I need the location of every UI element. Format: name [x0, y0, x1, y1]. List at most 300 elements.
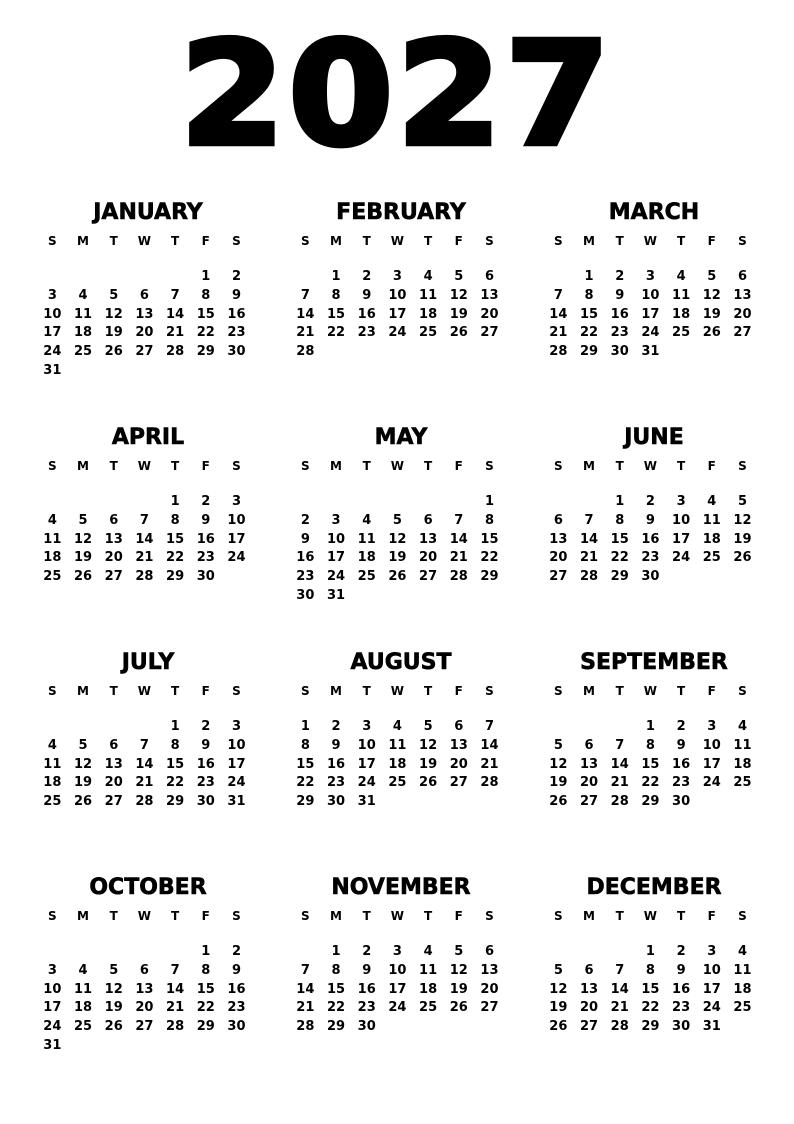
- day-cell: 3: [392, 944, 402, 959]
- day-cell: 27: [579, 794, 599, 810]
- weekday-label: M: [583, 909, 595, 923]
- day-cell: 5: [109, 962, 119, 978]
- day-cell: 23: [357, 325, 376, 341]
- day-cell: 12: [702, 287, 721, 303]
- day-cell: 3: [676, 494, 686, 509]
- day-cell: 14: [480, 737, 499, 753]
- day-cell: 18: [43, 775, 62, 791]
- day-grid: [543, 718, 761, 812]
- day-cell: 11: [73, 306, 93, 322]
- empty-day-cell: [129, 718, 160, 737]
- day-cell: 26: [388, 569, 407, 585]
- day-cell: 23: [326, 775, 346, 791]
- weekday-label: W: [390, 459, 405, 473]
- day-cell: 12: [449, 287, 468, 303]
- day-cell: 20: [135, 1000, 154, 1016]
- day-cell: 23: [296, 569, 315, 585]
- day-cell: 12: [549, 756, 568, 772]
- day-cell: 31: [43, 1037, 62, 1053]
- weekday-header: [290, 457, 508, 475]
- day-cell: 15: [480, 531, 499, 547]
- day-cell: 9: [615, 287, 625, 303]
- day-cell: 9: [231, 962, 241, 978]
- day-cell: 21: [610, 1000, 629, 1016]
- empty-day-cell: [543, 268, 574, 287]
- day-cell: 24: [702, 1000, 721, 1016]
- day-cell: 14: [610, 756, 629, 772]
- weekday-label: M: [77, 909, 89, 923]
- day-cell: 20: [733, 306, 752, 322]
- day-cell: 10: [43, 306, 62, 322]
- day-cell: 19: [733, 531, 752, 547]
- day-cell: 11: [73, 981, 93, 997]
- weekday-header: [290, 682, 508, 700]
- day-cell: 14: [166, 306, 185, 322]
- day-cell: 15: [641, 756, 660, 772]
- day-cell: 20: [104, 775, 123, 791]
- empty-day-cell: [543, 718, 574, 737]
- weekday-label: S: [48, 234, 57, 248]
- day-cell: 20: [449, 756, 468, 772]
- day-cell: 22: [480, 550, 499, 566]
- weekday-label: S: [232, 909, 241, 923]
- day-cell: 20: [579, 775, 599, 791]
- day-cell: 26: [549, 1019, 568, 1035]
- day-cell: 15: [579, 306, 599, 322]
- day-cell: 10: [227, 512, 246, 528]
- day-cell: 29: [296, 794, 315, 810]
- day-grid: [37, 268, 255, 381]
- day-cell: 7: [170, 287, 180, 303]
- day-cell: 14: [296, 306, 315, 322]
- empty-day-cell: [68, 268, 99, 287]
- day-cell: 10: [702, 737, 721, 753]
- weekday-label: T: [677, 234, 686, 248]
- day-cell: 13: [579, 981, 599, 997]
- day-cell: 29: [610, 569, 629, 585]
- day-cell: 9: [362, 962, 372, 978]
- month-name: NOVEMBER: [331, 875, 471, 900]
- day-cell: 28: [449, 569, 468, 585]
- day-cell: 9: [645, 512, 655, 528]
- weekday-label: S: [554, 234, 563, 248]
- day-cell: 9: [362, 287, 372, 303]
- day-cell: 22: [610, 550, 629, 566]
- day-cell: 20: [419, 550, 438, 566]
- day-cell: 3: [362, 719, 372, 734]
- empty-day-cell: [160, 268, 191, 287]
- day-cell: 1: [201, 944, 211, 959]
- weekday-label: F: [201, 459, 210, 473]
- day-cell: 6: [737, 269, 747, 284]
- day-cell: 27: [733, 325, 752, 341]
- day-cell: 5: [109, 287, 119, 303]
- day-cell: 25: [733, 1000, 752, 1016]
- day-cell: 29: [166, 569, 185, 585]
- day-cell: 27: [449, 775, 468, 791]
- day-cell: 23: [610, 325, 629, 341]
- day-cell: 11: [388, 737, 407, 753]
- day-cell: 22: [326, 325, 346, 341]
- empty-day-cell: [98, 718, 129, 737]
- month-name: SEPTEMBER: [580, 650, 728, 675]
- day-cell: 15: [196, 306, 215, 322]
- day-grid: [290, 718, 508, 812]
- month-march: [543, 196, 761, 421]
- day-cell: 16: [672, 756, 691, 772]
- empty-day-cell: [574, 943, 605, 962]
- day-cell: 21: [135, 775, 154, 791]
- weekday-label: F: [454, 459, 463, 473]
- day-cell: 9: [231, 287, 241, 303]
- month-name: JANUARY: [93, 200, 203, 225]
- day-cell: 9: [331, 737, 341, 753]
- weekday-label: S: [301, 684, 310, 698]
- day-cell: 29: [196, 344, 215, 360]
- empty-day-cell: [290, 493, 321, 512]
- weekday-label: S: [554, 459, 563, 473]
- month-january: [37, 196, 255, 421]
- weekday-label: T: [615, 459, 624, 473]
- day-cell: 6: [109, 512, 119, 528]
- day-cell: 31: [43, 362, 62, 378]
- day-cell: 13: [480, 962, 499, 978]
- day-cell: 15: [641, 981, 660, 997]
- day-cell: 12: [733, 512, 752, 528]
- weekday-label: W: [390, 684, 405, 698]
- day-cell: 4: [362, 512, 372, 528]
- day-cell: 25: [73, 1019, 93, 1035]
- month-april: [37, 421, 255, 646]
- day-cell: 28: [549, 344, 568, 360]
- day-cell: 1: [615, 494, 625, 509]
- day-cell: 19: [419, 756, 438, 772]
- weekday-label: F: [707, 459, 716, 473]
- day-cell: 10: [227, 737, 246, 753]
- weekday-label: M: [77, 234, 89, 248]
- weekday-label: T: [615, 909, 624, 923]
- day-cell: 24: [357, 775, 376, 791]
- weekday-label: T: [615, 234, 624, 248]
- day-cell: 19: [449, 306, 468, 322]
- weekday-label: S: [48, 909, 57, 923]
- day-cell: 21: [296, 1000, 315, 1016]
- weekday-label: T: [362, 909, 371, 923]
- day-cell: 30: [196, 794, 215, 810]
- day-cell: 19: [702, 306, 721, 322]
- weekday-label: S: [301, 909, 310, 923]
- day-cell: 18: [702, 531, 721, 547]
- weekday-label: T: [362, 684, 371, 698]
- day-cell: 28: [296, 344, 315, 360]
- day-cell: 4: [737, 944, 747, 959]
- day-cell: 4: [423, 944, 433, 959]
- day-cell: 1: [170, 719, 180, 734]
- day-cell: 16: [357, 981, 376, 997]
- day-cell: 9: [201, 737, 211, 753]
- day-cell: 23: [672, 1000, 691, 1016]
- day-cell: 4: [47, 512, 57, 528]
- month-name: AUGUST: [350, 650, 452, 675]
- day-cell: 14: [610, 981, 629, 997]
- day-cell: 13: [579, 756, 599, 772]
- day-cell: 21: [166, 325, 185, 341]
- day-cell: 26: [449, 1000, 468, 1016]
- day-cell: 25: [733, 775, 752, 791]
- day-cell: 2: [645, 494, 655, 509]
- weekday-label: F: [707, 684, 716, 698]
- day-cell: 1: [300, 719, 310, 734]
- empty-day-cell: [37, 493, 68, 512]
- day-cell: 16: [357, 306, 376, 322]
- day-cell: 6: [139, 287, 149, 303]
- day-cell: 5: [707, 269, 717, 284]
- month-august: [290, 646, 508, 871]
- day-cell: 18: [672, 306, 691, 322]
- day-cell: 5: [423, 719, 433, 734]
- day-cell: 29: [641, 1019, 660, 1035]
- weekday-label: F: [454, 234, 463, 248]
- day-cell: 13: [104, 531, 123, 547]
- weekday-label: F: [454, 684, 463, 698]
- day-cell: 30: [641, 569, 660, 585]
- day-cell: 28: [135, 794, 154, 810]
- day-cell: 5: [553, 962, 563, 978]
- day-cell: 26: [733, 550, 752, 566]
- empty-day-cell: [160, 943, 191, 962]
- calendar-grid: [37, 196, 761, 1096]
- day-cell: 27: [480, 325, 499, 341]
- empty-day-cell: [37, 268, 68, 287]
- day-cell: 4: [47, 737, 57, 753]
- empty-day-cell: [290, 943, 321, 962]
- weekday-label: F: [201, 234, 210, 248]
- day-cell: 8: [331, 287, 341, 303]
- empty-day-cell: [68, 718, 99, 737]
- day-cell: 28: [610, 794, 629, 810]
- weekday-label: S: [738, 684, 747, 698]
- day-cell: 31: [326, 587, 346, 603]
- day-cell: 27: [549, 569, 568, 585]
- day-grid: [37, 493, 255, 587]
- weekday-label: S: [554, 909, 563, 923]
- day-cell: 10: [326, 531, 346, 547]
- day-cell: 14: [579, 531, 599, 547]
- day-cell: 5: [454, 944, 464, 959]
- day-cell: 22: [196, 325, 215, 341]
- day-cell: 18: [419, 306, 438, 322]
- day-cell: 1: [645, 719, 655, 734]
- day-cell: 19: [549, 1000, 568, 1016]
- day-cell: 25: [73, 344, 93, 360]
- weekday-label: W: [390, 909, 405, 923]
- day-cell: 2: [201, 719, 211, 734]
- day-cell: 24: [702, 775, 721, 791]
- day-cell: 25: [43, 794, 62, 810]
- weekday-label: T: [362, 234, 371, 248]
- weekday-label: F: [707, 909, 716, 923]
- month-name: JULY: [121, 650, 175, 675]
- day-cell: 7: [615, 962, 625, 978]
- month-october: [37, 871, 255, 1096]
- empty-day-cell: [574, 493, 605, 512]
- day-cell: 23: [227, 325, 246, 341]
- weekday-label: W: [643, 909, 658, 923]
- weekday-label: T: [109, 234, 118, 248]
- weekday-label: M: [583, 459, 595, 473]
- day-cell: 30: [296, 587, 315, 603]
- day-cell: 17: [227, 531, 246, 547]
- day-cell: 23: [357, 1000, 376, 1016]
- day-cell: 7: [170, 962, 180, 978]
- day-cell: 13: [733, 287, 752, 303]
- day-cell: 20: [135, 325, 154, 341]
- day-cell: 26: [73, 569, 93, 585]
- empty-day-cell: [290, 268, 321, 287]
- day-cell: 8: [170, 512, 180, 528]
- weekday-label: T: [109, 909, 118, 923]
- weekday-label: M: [330, 234, 342, 248]
- month-name: APRIL: [111, 425, 185, 450]
- day-cell: 18: [733, 981, 752, 997]
- day-cell: 12: [419, 737, 438, 753]
- day-cell: 11: [672, 287, 691, 303]
- day-cell: 2: [300, 512, 310, 528]
- day-cell: 9: [201, 512, 211, 528]
- empty-day-cell: [68, 493, 99, 512]
- day-cell: 8: [615, 512, 625, 528]
- day-cell: 3: [645, 269, 655, 284]
- day-cell: 4: [392, 719, 402, 734]
- day-cell: 28: [296, 1019, 315, 1035]
- day-cell: 25: [419, 325, 438, 341]
- day-cell: 8: [584, 287, 594, 303]
- month-september: [543, 646, 761, 871]
- day-cell: 14: [135, 756, 154, 772]
- day-cell: 11: [733, 962, 752, 978]
- day-cell: 17: [702, 756, 721, 772]
- day-cell: 24: [227, 775, 246, 791]
- day-grid: [290, 493, 508, 606]
- day-cell: 10: [641, 287, 660, 303]
- empty-day-cell: [37, 943, 68, 962]
- day-cell: 11: [43, 531, 62, 547]
- weekday-label: T: [362, 459, 371, 473]
- day-cell: 17: [326, 550, 346, 566]
- day-cell: 18: [73, 325, 93, 341]
- weekday-label: S: [554, 684, 563, 698]
- day-cell: 19: [104, 325, 123, 341]
- day-cell: 11: [702, 512, 721, 528]
- day-cell: 30: [610, 344, 629, 360]
- empty-day-cell: [98, 268, 129, 287]
- day-cell: 25: [43, 569, 62, 585]
- weekday-label: W: [643, 684, 658, 698]
- day-cell: 29: [579, 344, 599, 360]
- day-cell: 26: [549, 794, 568, 810]
- day-cell: 22: [196, 1000, 215, 1016]
- day-cell: 21: [449, 550, 468, 566]
- day-cell: 3: [231, 494, 241, 509]
- weekday-header: [290, 232, 508, 250]
- day-cell: 24: [641, 325, 660, 341]
- weekday-label: M: [583, 684, 595, 698]
- day-grid: [290, 943, 508, 1037]
- day-cell: 8: [645, 962, 655, 978]
- day-cell: 6: [454, 719, 464, 734]
- day-cell: 12: [104, 981, 123, 997]
- day-cell: 17: [641, 306, 660, 322]
- day-cell: 12: [449, 962, 468, 978]
- empty-day-cell: [98, 493, 129, 512]
- day-cell: 22: [296, 775, 315, 791]
- day-cell: 5: [737, 494, 747, 509]
- day-cell: 23: [641, 550, 660, 566]
- day-cell: 20: [104, 550, 123, 566]
- month-december: [543, 871, 761, 1096]
- day-cell: 23: [227, 1000, 246, 1016]
- day-cell: 11: [419, 962, 438, 978]
- empty-day-cell: [443, 493, 474, 512]
- day-cell: 29: [166, 794, 185, 810]
- month-may: [290, 421, 508, 646]
- day-cell: 23: [196, 775, 215, 791]
- weekday-label: S: [485, 459, 494, 473]
- weekday-label: W: [137, 234, 152, 248]
- empty-day-cell: [98, 943, 129, 962]
- day-cell: 31: [227, 794, 246, 810]
- day-cell: 28: [480, 775, 499, 791]
- day-cell: 4: [78, 287, 88, 303]
- day-cell: 2: [676, 944, 686, 959]
- day-cell: 26: [104, 344, 123, 360]
- day-cell: 18: [357, 550, 376, 566]
- day-cell: 26: [702, 325, 721, 341]
- day-cell: 1: [645, 944, 655, 959]
- day-cell: 27: [135, 344, 154, 360]
- day-cell: 17: [702, 981, 721, 997]
- day-cell: 9: [676, 962, 686, 978]
- empty-day-cell: [351, 493, 382, 512]
- day-cell: 6: [584, 737, 594, 753]
- day-cell: 3: [231, 719, 241, 734]
- day-cell: 16: [196, 756, 215, 772]
- month-name: DECEMBER: [586, 875, 722, 900]
- day-grid: [543, 268, 761, 362]
- weekday-label: S: [301, 234, 310, 248]
- month-name: JUNE: [624, 425, 684, 450]
- day-cell: 29: [326, 1019, 346, 1035]
- weekday-label: S: [738, 234, 747, 248]
- day-cell: 3: [47, 962, 57, 978]
- day-cell: 19: [73, 550, 93, 566]
- day-cell: 23: [196, 550, 215, 566]
- weekday-label: S: [485, 684, 494, 698]
- day-cell: 24: [326, 569, 346, 585]
- day-cell: 30: [326, 794, 346, 810]
- day-cell: 10: [672, 512, 691, 528]
- day-cell: 27: [104, 569, 123, 585]
- day-cell: 17: [388, 306, 407, 322]
- day-cell: 4: [737, 719, 747, 734]
- weekday-header: [543, 682, 761, 700]
- day-cell: 22: [579, 325, 599, 341]
- day-cell: 27: [135, 1019, 154, 1035]
- weekday-label: T: [677, 909, 686, 923]
- day-cell: 10: [702, 962, 721, 978]
- day-cell: 26: [449, 325, 468, 341]
- weekday-label: M: [330, 684, 342, 698]
